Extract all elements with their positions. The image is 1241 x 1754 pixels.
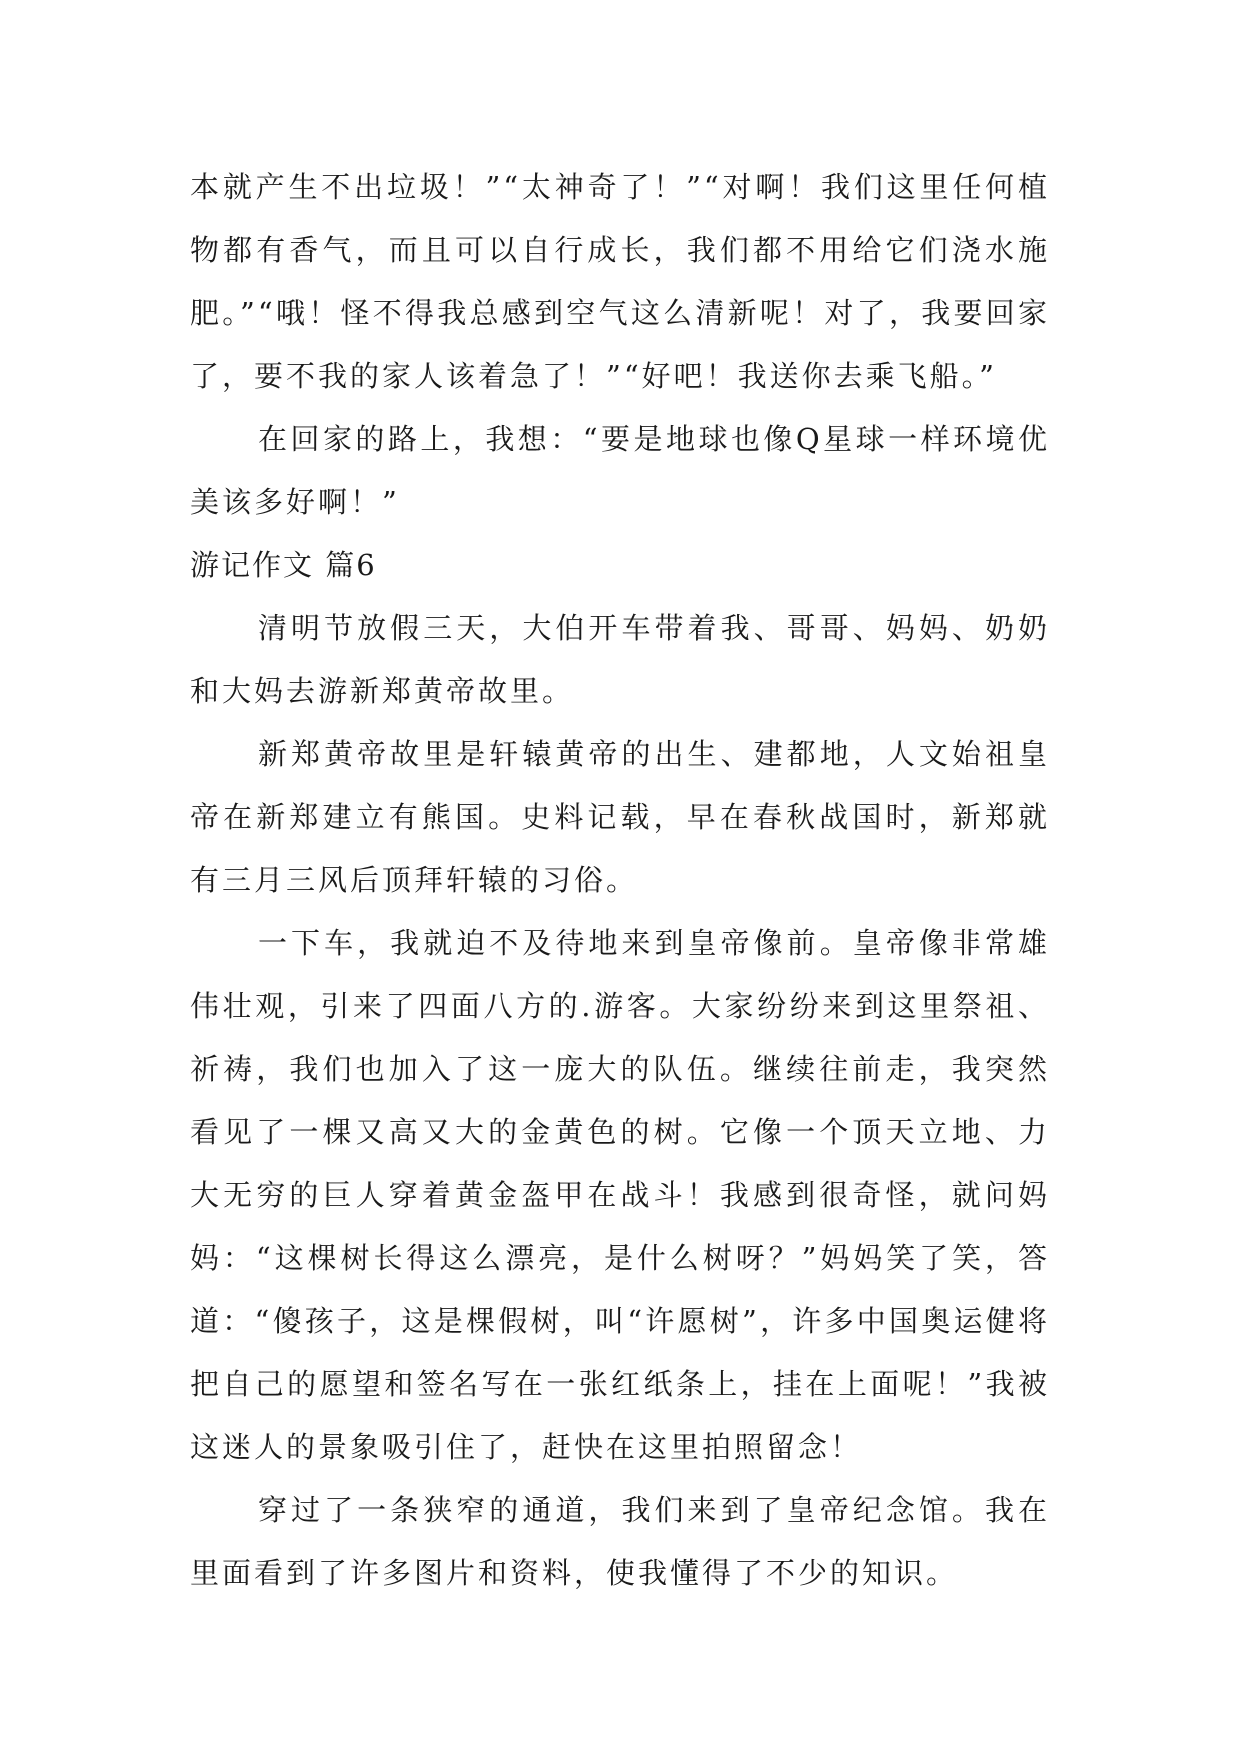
paragraph-statue-and-wish-tree: 一下车，我就迫不及待地来到皇帝像前。皇帝像非常雄伟壮观，引来了四面八方的.游客。大家纷纷来到这里祭祖、祈祷，我们也加入了这一庞大的队伍。继续往前走，我突然看见了一棵又高又大的金黄色的树。它像一个顶天立地、力大无穷的巨人穿着黄金盔甲在战斗！我感到很奇怪，就问妈妈：“这棵树长得这么漂亮，是什么树呀？”妈妈笑了笑，答道：“傻孩子，这是棵假树，叫“许愿树”，许多中国奥运健将把自己的愿望和签名写在一张红纸条上，挂在上面呢！”我被这迷人的景象吸引住了，赶快在这里拍照留念！ [190,926,1050,1464]
paragraph-dialogue-continuation: 本就产生不出垃圾！”“太神奇了！”“对啊！我们这里任何植物都有香气，而且可以自行成长，我们都不用给它们浇水施肥。”“哦！怪不得我总感到空气这么清新呢！对了，我要回家了，要不我的家人该着急了！”“好吧！我送你去乘飞船。” [190,170,1050,393]
paragraph-memorial-hall: 穿过了一条狭窄的通道，我们来到了皇帝纪念馆。我在里面看到了许多图片和资料，使我懂得了不少的知识。 [190,1493,1050,1590]
paragraph-qingming-trip: 清明节放假三天，大伯开车带着我、哥哥、妈妈、奶奶和大妈去游新郑黄帝故里。 [190,611,1050,708]
paragraph-huangdi-hometown: 新郑黄帝故里是轩辕黄帝的出生、建都地，人文始祖皇帝在新郑建立有熊国。史料记载，早在春秋战国时，新郑就有三月三风后顶拜轩辕的习俗。 [190,737,1050,897]
section-heading: 游记作文 篇6 [190,548,377,582]
paragraph-way-home: 在回家的路上，我想：“要是地球也像Q星球一样环境优美该多好啊！” [190,422,1050,519]
document-body [190,156,1050,1605]
